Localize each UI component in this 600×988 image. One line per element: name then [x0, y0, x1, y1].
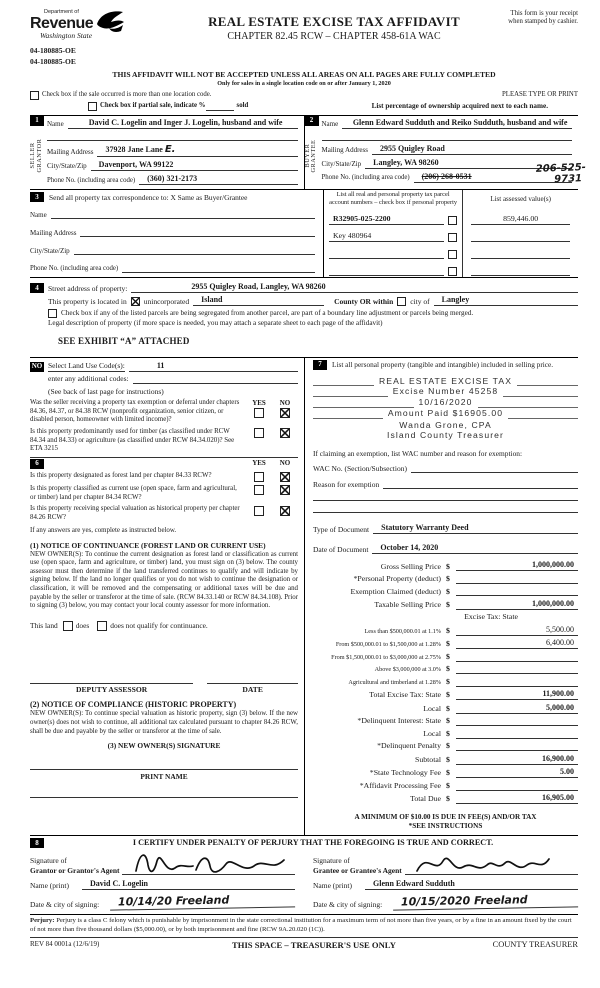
grantor-signature-scribble — [130, 847, 290, 879]
tier2-field[interactable]: 6,400.00 — [456, 638, 578, 649]
s6-question-1: Is this property designated as forest land per chapter 84.33 RCW? — [30, 471, 212, 479]
parcel-id-field[interactable] — [329, 266, 444, 276]
partial-sale-checkbox[interactable] — [88, 102, 97, 111]
s6-no-header: NO — [279, 458, 291, 467]
date-of-document-field[interactable]: October 14, 2020 — [372, 543, 578, 554]
tier1-label: Less than $500,000.01 at 1.1% — [364, 627, 441, 635]
s3-mail-label: Mailing Address — [30, 228, 77, 237]
deputy-assessor-line[interactable]: DEPUTY ASSESSOR — [30, 683, 193, 694]
section-5-number: NO — [31, 362, 43, 371]
county-field[interactable]: Island — [193, 295, 324, 306]
delinquent-interest-state-label: *Delinquent Interest: State — [357, 716, 441, 726]
section-3 — [30, 190, 578, 278]
tier4-label: Above $3,000,000 at 3.0% — [374, 666, 441, 674]
stamp-line-4: Amount Paid $16905.00 — [387, 407, 504, 418]
section-4-number: 4 — [30, 283, 44, 293]
form-title: REAL ESTATE EXCISE TAX AFFIDAVIT — [208, 14, 460, 29]
type-of-document-field[interactable]: Statutory Warranty Deed — [373, 523, 578, 534]
s5-no-header: NO — [279, 399, 291, 408]
seller-mail-label: Mailing Address — [47, 148, 94, 157]
receipt-note-2: when stamped by cashier. — [508, 18, 578, 26]
s5-q1-yes-checkbox[interactable] — [254, 408, 264, 418]
county-treasurer-label: COUNTY TREASURER — [492, 939, 578, 949]
buyer-name-field[interactable]: Glenn Edward Sudduth and Reiko Sudduth, husband and wife — [342, 118, 572, 129]
subtotal-field[interactable]: 16,900.00 — [456, 754, 578, 765]
total-excise-state-label: Total Excise Tax: State — [369, 690, 441, 700]
local-tax-field[interactable]: 5,000.00 — [456, 703, 578, 714]
tax-correspondence-text: Send all property tax correspondence to: X Same as Buyer/Grantee — [49, 193, 248, 203]
form-header — [30, 10, 578, 68]
tier2-label: From $500,000.01 to $1,500,000 at 1.28% — [335, 641, 441, 649]
local-tax-label: Local — [423, 703, 441, 713]
logo-dept-text: Department of — [44, 9, 79, 15]
taxable-price-field[interactable]: 1,000,000.00 — [456, 599, 578, 610]
section-4 — [30, 278, 578, 357]
section-3-number: 3 — [30, 192, 44, 202]
see-back-label: (See back of last page for instructions) — [48, 386, 164, 396]
tier3-field[interactable] — [456, 652, 578, 662]
logo-revenue-text: Revenue — [30, 14, 94, 32]
grantee-date-city-label: Date & city of signing: — [313, 899, 383, 909]
unincorporated-label: unincorporated — [143, 297, 190, 307]
s5-q2-yes-checkbox[interactable] — [254, 428, 264, 438]
print-name-label: PRINT NAME — [140, 771, 188, 781]
delinquent-penalty-field[interactable] — [456, 741, 578, 751]
partial-sale-percent-field[interactable] — [206, 102, 234, 111]
tier4-field[interactable] — [456, 664, 578, 674]
multi-location-checkbox[interactable] — [30, 91, 39, 100]
street-address-label: Street address of property: — [48, 284, 128, 294]
s6-question-2: Is this property classified as current use (open space, farm and agricultural, or timber) land per chapter 84.34 RCW? — [30, 485, 237, 501]
parcel-header: List all real and personal property tax parcel account numbers – check box if personal property — [329, 191, 458, 207]
gross-price-label: Gross Selling Price — [380, 561, 441, 571]
grantor-signature-field[interactable] — [122, 852, 295, 875]
stamp-line-5: Wanda Grone, CPA — [399, 419, 492, 430]
does-label: does — [75, 621, 90, 631]
s5-question-2: Is this property predominantly used for timber (as classified under RCW 84.34 and 84.33) or agriculture (as classified under RCW 84.34.020)? See ETA 3215 — [30, 427, 235, 453]
parcel-2-personal-checkbox[interactable] — [448, 250, 457, 259]
grantee-signature-field[interactable] — [405, 852, 578, 875]
form-number-2: 04-180885-OE — [30, 57, 76, 67]
unincorporated-checkbox[interactable] — [131, 297, 140, 306]
grantee-signature-scribble — [413, 847, 553, 879]
taxable-price-label: Taxable Selling Price — [374, 600, 441, 610]
treasurer-space-label: THIS SPACE – TREASURER'S USE ONLY — [232, 939, 396, 950]
land-does-not-checkbox[interactable] — [97, 621, 107, 631]
header-warning: THIS AFFIDAVIT WILL NOT BE ACCEPTED UNLESS ALL AREAS ON ALL PAGES ARE FULLY COMPLETED — [112, 69, 496, 79]
exemption-deduct-label: Exemption Claimed (deduct) — [350, 586, 441, 596]
notice-continuance-title: (1) NOTICE OF CONTINUANCE (FOREST LAND OR CURRENT USE) — [30, 541, 266, 551]
subtotal-label: Subtotal — [415, 754, 441, 764]
excise-tax-state-header: Excise Tax: State — [464, 612, 518, 622]
section-8-number: 8 — [30, 838, 44, 848]
processing-fee-label: *Affidavit Processing Fee — [359, 780, 441, 790]
form-footer — [30, 940, 578, 951]
assessor-date-line[interactable]: DATE — [207, 683, 298, 694]
s5-question-1: Was the seller receiving a property tax exemption or deferral under chapters 84.36, 84.37, or 84.38 RCW (nonprofit organization, senior citizen, or disabled person, homeowner with limited income)? — [30, 399, 240, 424]
print-name-line[interactable] — [30, 789, 298, 798]
delinquent-interest-local-label: Local — [423, 728, 441, 738]
form-chapter: CHAPTER 82.45 RCW – CHAPTER 458-61A WAC — [227, 31, 441, 43]
reason-label: Reason for exemption — [313, 480, 380, 490]
seller-extra-line[interactable] — [47, 132, 298, 141]
exemption-deduct-field[interactable] — [456, 586, 578, 596]
s6-q2-yes-checkbox[interactable] — [254, 485, 264, 495]
s6-q3-yes-checkbox[interactable] — [254, 506, 264, 516]
parcel-id-field[interactable]: Key 480964 — [329, 231, 444, 242]
seller-phone-label: Phone No. (including area code) — [47, 176, 136, 184]
receipt-note-1: This form is your receipt — [510, 10, 578, 17]
this-land-label: This land — [30, 621, 58, 631]
seller-phone-field[interactable]: (360) 321-2173 — [139, 174, 297, 185]
grantee-name-print-label: Name (print) — [313, 881, 352, 890]
s3-city-label: City/State/Zip — [30, 246, 70, 255]
buyer-city-label: City/State/Zip — [321, 159, 362, 168]
grantor-name-print-label: Name (print) — [30, 881, 69, 890]
exhibit-a-text: SEE EXHIBIT “A” ATTACHED — [58, 336, 190, 347]
see-instructions-note: *SEE INSTRUCTIONS — [408, 822, 483, 831]
s6-q3-no-checkbox[interactable] — [280, 506, 290, 516]
buyer-phone-handwritten: 206-525- 9731 — [535, 161, 586, 185]
s6-q1-yes-checkbox[interactable] — [254, 472, 264, 482]
seller-name-label: Name — [47, 119, 64, 128]
seller-city-label: City/State/Zip — [47, 162, 87, 171]
buyer-phone-label: Phone No. (including area code) — [321, 174, 410, 182]
dor-logo — [30, 10, 190, 39]
section-6-number: 6 — [30, 459, 44, 469]
treasurer-stamp — [313, 376, 578, 441]
land-use-code-field[interactable]: 11 — [129, 361, 298, 372]
grantee-vertical-label: GRANTEE — [310, 139, 318, 172]
assessed-value-field[interactable] — [471, 266, 570, 276]
section-5-6-column — [30, 358, 305, 835]
grantor-date-city-label: Date & city of signing: — [30, 899, 100, 909]
section-2-number: 2 — [305, 116, 319, 126]
dor-swoosh-icon — [95, 10, 125, 34]
s5-yes-header: YES — [252, 399, 266, 408]
technology-fee-field[interactable]: 5.00 — [456, 767, 578, 778]
wac-field[interactable] — [411, 463, 578, 473]
multi-location-label: Check box if the sale occurred is more than one location code. — [42, 90, 212, 98]
logo-state-text: Washington State — [40, 30, 93, 40]
processing-fee-field[interactable] — [456, 781, 578, 791]
segregated-checkbox[interactable] — [48, 309, 57, 318]
s5-q2-no-checkbox[interactable] — [280, 428, 290, 438]
s6-q2-no-checkbox[interactable] — [280, 485, 290, 495]
delinquent-interest-local-field[interactable] — [456, 729, 578, 739]
city-checkbox[interactable] — [397, 297, 406, 306]
stamp-line-3: 10/16/2020 — [418, 397, 473, 408]
section-7-column: 7 List all personal property (tangible and intangible) included in selling price. REAL ESTATE EXCISE TAX Excise Number 45258 10/16/2020 Amount Paid $16905.00 Wanda Grone, CPA Island County Treasurer If claiming an exemption, list WAC number and reason for exemption: WAC No. (Section/Subsection) Reason for exemption Type of Document Statutory Warranty Deed Date of Document October 14, 2020 Gross Selling Price $ 1,000,000.00 *Personal Property (deduct) $ Exemption Claimed (deduct) $ Taxable Selling Price $ 1,000,000.00 Excise Tax: State Less than $500,000.01 at 1.1% $ 5,500.00 From $500,000.01 to $1,500,000 at 1.28% $ 6,400.00 From $1,500,000.01 to $3,000,000 at 2.75% $ Above $3,000,000 at 3.0% $ Agricultural and timberland at 1.28% $ Total Excise Tax: State $ 11,900.00 Local $ 5,000.00 *Delinquent Interest: State $ Local $ *Delinquent Penalty $ Subtotal $ 16,900.00 *State Technology Fee $ 5.00 *Affidavit Processing Fee $ Total Due $ 16,905.00 A MINIMUM OF $10.00 IS DUE IN FEE(S) AND/OR TAX *SEE INSTRUCTIONS — [305, 358, 578, 835]
additional-codes-label: enter any additional codes: — [48, 374, 129, 384]
tier1-field[interactable]: 5,500.00 — [456, 625, 578, 636]
s6-q1-no-checkbox[interactable] — [280, 472, 290, 482]
seller-city-field[interactable]: Davenport, WA 99122 — [91, 160, 298, 171]
agricultural-label: Agricultural and timberland at 1.28% — [348, 678, 441, 686]
stamp-line-2: Excise Number 45258 — [392, 386, 499, 397]
street-address-field[interactable]: 2955 Quigley Road, Langley, WA 98260 — [131, 282, 578, 293]
buyer-mail-label: Mailing Address — [321, 145, 368, 154]
assessed-value-field[interactable] — [471, 249, 570, 259]
section-8 — [30, 835, 578, 950]
personal-deduct-field[interactable] — [456, 574, 578, 584]
notice-continuance-body: NEW OWNER(S): To continue the current designation as forest land or classification as current use (open space, farm and agriculture, or timber) land, you must sign on (3) below. The county assessor must then determine if the land transferred continues to qualify and will indicate by signing below. If the land no longer qualifies or you do not wish to continue the designation or classification, it will be removed and the compensating or additional taxes will be due and payable by the seller or transferor at the time of sale. (RCW 84.33.140 or RCW 84.34.108). Prior to signing (3) below, you may contact your local county assessor for more information. — [30, 550, 298, 610]
additional-codes-field[interactable] — [133, 374, 298, 384]
segregated-label: Check box if any of the listed parcels are being segregated from another parcel, are part of a boundary line adjustment or parcels being merged. — [61, 309, 474, 318]
s3-name-field[interactable] — [51, 209, 315, 219]
seller-mail-handwritten: E. — [164, 143, 176, 155]
s6-yes-header: YES — [252, 458, 266, 467]
section-1-number: 1 — [30, 116, 44, 126]
grantor-signature-of-label: Signature of — [30, 855, 67, 865]
gross-price-field[interactable]: 1,000,000.00 — [456, 560, 578, 571]
seller-name-field[interactable]: David C. Logelin and Inger J. Logelin, husband and wife — [68, 118, 298, 129]
agricultural-field[interactable] — [456, 677, 578, 687]
parcel-id-field[interactable]: R32905-025-2200 — [329, 214, 444, 225]
seller-vertical-label: SELLER — [29, 142, 36, 169]
reason-line-3[interactable] — [313, 504, 578, 513]
personal-deduct-label: *Personal Property (deduct) — [353, 574, 441, 584]
grantee-date-city-field[interactable]: 10/15/2020 Freeland — [393, 893, 578, 911]
partial-sale-sold-label: sold — [236, 101, 249, 109]
parcel-1-personal-checkbox[interactable] — [448, 233, 457, 242]
section-7-number: 7 — [313, 360, 327, 370]
city-of-label: city of — [410, 297, 430, 307]
parcel-3-personal-checkbox[interactable] — [448, 267, 457, 276]
personal-property-label: List all personal property (tangible and intangible) included in selling price. — [332, 359, 554, 369]
parcel-0-personal-checkbox[interactable] — [448, 216, 457, 225]
header-only-for: Only for sales in a single location code on or after January 1, 2020 — [217, 79, 391, 87]
form-number-1: 04-180885-OE — [30, 46, 76, 55]
ownership-note: List percentage of ownership acquired next to each name. — [371, 101, 548, 110]
s3-phone-field[interactable] — [122, 263, 315, 273]
s3-name-label: Name — [30, 210, 47, 219]
county-or-label: County OR within — [334, 297, 394, 307]
exemption-intro: If claiming an exemption, list WAC number and reason for exemption: — [313, 449, 523, 459]
grantee-agent-label: Grantee or Grantee's Agent — [313, 865, 402, 875]
located-in-label: This property is located in — [48, 297, 127, 307]
seller-mail-field[interactable]: 37928 Jane Lane E. — [97, 144, 297, 158]
buyer-name-label: Name — [321, 119, 339, 128]
rev-form-number: REV 84 0001a (12/6/19) — [30, 939, 100, 948]
s5-q1-no-checkbox[interactable] — [280, 408, 290, 418]
s6-question-3: Is this property receiving special valuation as historical property per chapter 84.26 RCW? — [30, 505, 240, 522]
wac-label: WAC No. (Section/Subsection) — [313, 464, 407, 474]
grantee-name-print-field[interactable]: Glenn Edward Sudduth — [365, 879, 578, 890]
parcel-panel — [323, 190, 578, 277]
delinquent-interest-state-field[interactable] — [456, 716, 578, 726]
parcel-id-field[interactable] — [329, 249, 444, 259]
buyer-extra-line[interactable] — [322, 132, 573, 141]
buyer-vertical-label: BUYER — [303, 143, 311, 168]
date-of-document-label: Date of Document — [313, 545, 369, 555]
new-owner-signature-label: (3) NEW OWNER(S) SIGNATURE — [107, 741, 221, 751]
land-use-label: Select Land Use Code(s): — [48, 361, 125, 371]
grantor-agent-label: Grantor or Grantor's Agent — [30, 865, 120, 875]
seller-box — [30, 116, 304, 190]
buyer-box — [303, 116, 586, 190]
does-not-label: does not qualify for continuance. — [110, 621, 208, 631]
grantor-date-city-field[interactable]: 10/14/20 Freeland — [110, 893, 295, 911]
total-due-field[interactable]: 16,905.00 — [456, 793, 578, 804]
notice-compliance-title: (2) NOTICE OF COMPLIANCE (HISTORIC PROPERTY) — [30, 700, 237, 710]
buyer-city-field[interactable]: Langley, WA 98260 — [365, 158, 572, 169]
total-due-label: Total Due — [410, 794, 441, 804]
certify-statement: I CERTIFY UNDER PENALTY OF PERJURY THAT THE FOREGOING IS TRUE AND CORRECT. — [132, 838, 494, 848]
buyer-mail-field[interactable]: 2955 Quigley Road — [372, 144, 572, 155]
delinquent-penalty-label: *Delinquent Penalty — [377, 741, 441, 751]
legal-description-label: Legal description of property (if more space is needed, you may attach a separate sheet to each page of the affidavit) — [48, 319, 383, 328]
reason-line-2[interactable] — [313, 492, 578, 501]
technology-fee-label: *State Technology Fee — [369, 768, 441, 778]
s3-phone-label: Phone No. (including area code) — [30, 265, 119, 272]
type-or-print-label: PLEASE TYPE OR PRINT — [502, 90, 578, 98]
stamp-line-6: Island County Treasurer — [386, 430, 504, 441]
total-excise-state-field[interactable]: 11,900.00 — [456, 689, 578, 700]
perjury-statement: Perjury: Perjury is a class C felony which is punishable by imprisonment in the state correctional institution for a maximum term of not more than five years, or by a fine in an amount fixed by the court of not more than five thousand dollars ($5,000.00), or by both imprisonment and fine (RCW 9A.20.020 (1C)). — [30, 914, 578, 938]
parties-section — [29, 115, 586, 191]
grantee-signature-of-label: Signature of — [313, 855, 350, 865]
grantor-name-print-field[interactable]: David C. Logelin — [82, 879, 295, 890]
notice-compliance-body: NEW OWNER(S): To continue special valuation as historic property, sign (3) below. If the new owner(s) does not wish to continue, all additional tax calculated pursuant to chapter 84.26 RCW, shall be due and payable by the seller or transferor at the time of sale. — [30, 710, 298, 735]
s3-city-field[interactable] — [74, 245, 315, 255]
land-does-checkbox[interactable] — [63, 621, 73, 631]
new-owner-signature-line[interactable] — [30, 761, 298, 770]
assessed-value-field[interactable]: 859,446.00 — [471, 214, 570, 225]
assessed-header: List assessed value(s) — [490, 194, 551, 203]
city-field[interactable]: Langley — [434, 295, 578, 306]
assessed-value-field[interactable] — [471, 232, 570, 242]
partial-sale-label: Check box if partial sale, indicate % — [100, 101, 206, 109]
buyer-phone-field[interactable]: (206) 268-0531 206-525- 9731 — [414, 172, 572, 183]
minimum-due-note: A MINIMUM OF $10.00 IS DUE IN FEE(S) AND/OR TAX — [354, 813, 537, 822]
s3-mail-field[interactable] — [80, 227, 314, 237]
stamp-line-1: REAL ESTATE EXCISE TAX — [378, 375, 513, 386]
reason-field[interactable] — [383, 479, 578, 489]
type-of-document-label: Type of Document — [313, 525, 370, 535]
grantor-vertical-label: GRANTOR — [35, 138, 43, 173]
tier3-label: From $1,500,000.01 to $3,000,000 at 2.75% — [331, 653, 441, 661]
if-yes-instruction: If any answers are yes, complete as instructed below. — [30, 526, 177, 534]
